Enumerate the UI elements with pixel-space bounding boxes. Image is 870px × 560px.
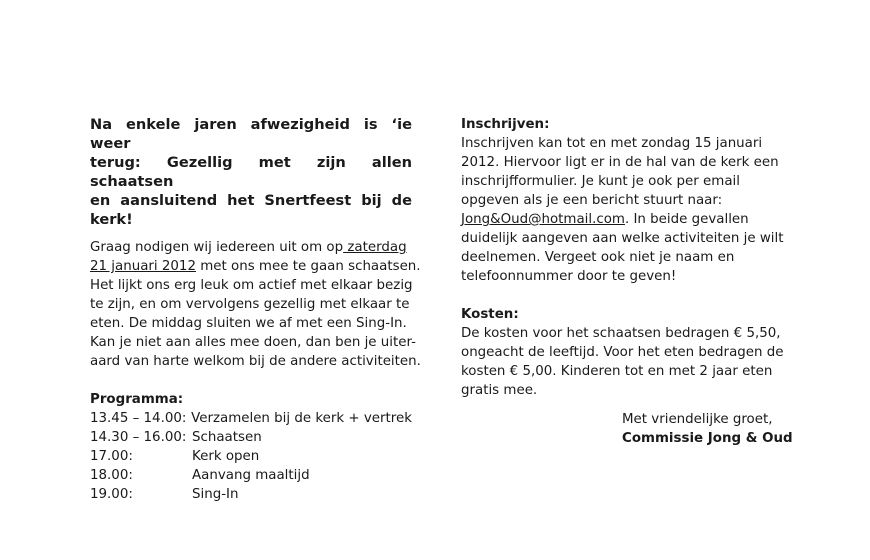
- intro-line: Het lijkt ons erg leuk om actief met elkaar bezig: [90, 278, 413, 293]
- program-row: [90, 409, 412, 428]
- intro-line: te zijn, en om vervolgens gezellig met elkaar te: [90, 297, 410, 312]
- register-line: inschrijfformulier. Je kunt je ook per email: [461, 174, 740, 189]
- costs-line: gratis mee.: [461, 383, 538, 398]
- event-date: 21 januari 2012: [90, 259, 196, 274]
- closing-greeting: Met vriendelijke groet,: [622, 412, 773, 427]
- intro-line: eten. De middag sluiten we af met een Sing-In.: [90, 316, 407, 331]
- program-row: [90, 485, 412, 504]
- costs-title: Kosten:: [461, 307, 519, 322]
- closing-signature: Commissie Jong & Oud: [622, 431, 793, 446]
- costs-line: kosten € 5,00. Kinderen tot en met 2 jaar eten: [461, 364, 773, 379]
- spacer: [90, 371, 412, 390]
- program-title: Programma:: [90, 392, 184, 407]
- program-time: 18.00:: [90, 468, 133, 483]
- register-title: Inschrijven:: [461, 117, 550, 132]
- spacer: [461, 400, 791, 410]
- intro-line: [90, 257, 421, 276]
- program-activity: Schaatsen: [192, 430, 262, 445]
- register-line: Inschrijven kan tot en met zondag 15 januari: [461, 136, 763, 151]
- headline-line: Na enkele jaren afwezigheid is ‘ie weer: [90, 116, 412, 152]
- intro-text: met ons mee te gaan schaatsen.: [195, 259, 421, 274]
- program-activity: Sing-In: [192, 487, 239, 502]
- right-column: [461, 115, 791, 448]
- register-line: [461, 210, 791, 229]
- email-link[interactable]: Jong&Oud@hotmail.com: [461, 212, 625, 227]
- register-line: deelnemen. Vergeet ook niet je naam en: [461, 250, 735, 265]
- program-activity: Verzamelen bij de kerk + vertrek: [191, 411, 412, 426]
- program-time: 17.00:: [90, 449, 133, 464]
- event-date: zaterdag: [343, 240, 407, 255]
- left-column: [90, 115, 421, 504]
- intro-line: [90, 238, 412, 257]
- program-row: [90, 428, 412, 447]
- register-line: duidelijk aangeven aan welke activiteiten je wilt: [461, 231, 784, 246]
- program-activity: Aanvang maaltijd: [192, 468, 310, 483]
- register-line: opgeven als je een bericht stuurt naar:: [461, 193, 723, 208]
- register-section: [461, 115, 791, 286]
- program-time: 13.45 – 14.00:: [90, 411, 187, 426]
- program-time: 14.30 – 16.00:: [90, 430, 187, 445]
- program-row: [90, 447, 412, 466]
- register-line: telefoonnummer door te geven!: [461, 269, 677, 284]
- register-text: . In beide gevallen: [624, 212, 749, 227]
- program-row: [90, 466, 412, 485]
- closing-section: [622, 410, 791, 448]
- intro-line: aard van harte welkom bij de andere activiteiten.: [90, 354, 421, 369]
- program-section: [90, 390, 412, 504]
- spacer: [461, 286, 791, 305]
- costs-line: De kosten voor het schaatsen bedragen € 5,50,: [461, 326, 781, 341]
- intro-line: Kan je niet aan alles mee doen, dan ben je uiter-: [90, 335, 416, 350]
- register-line: 2012. Hiervoor ligt er in de hal van de kerk een: [461, 155, 779, 170]
- headline-line: terug: Gezellig met zijn allen schaatsen: [90, 154, 412, 190]
- program-activity: Kerk open: [192, 449, 260, 464]
- headline: [90, 115, 412, 229]
- intro-paragraph: [90, 238, 421, 371]
- intro-text: Graag nodigen wij iedereen uit om op: [90, 240, 344, 255]
- program-time: 19.00:: [90, 487, 133, 502]
- costs-section: [461, 305, 791, 400]
- costs-line: ongeacht de leeftijd. Voor het eten bedragen de: [461, 345, 784, 360]
- headline-line: en aansluitend het Snertfeest bij de kerk!: [90, 192, 412, 228]
